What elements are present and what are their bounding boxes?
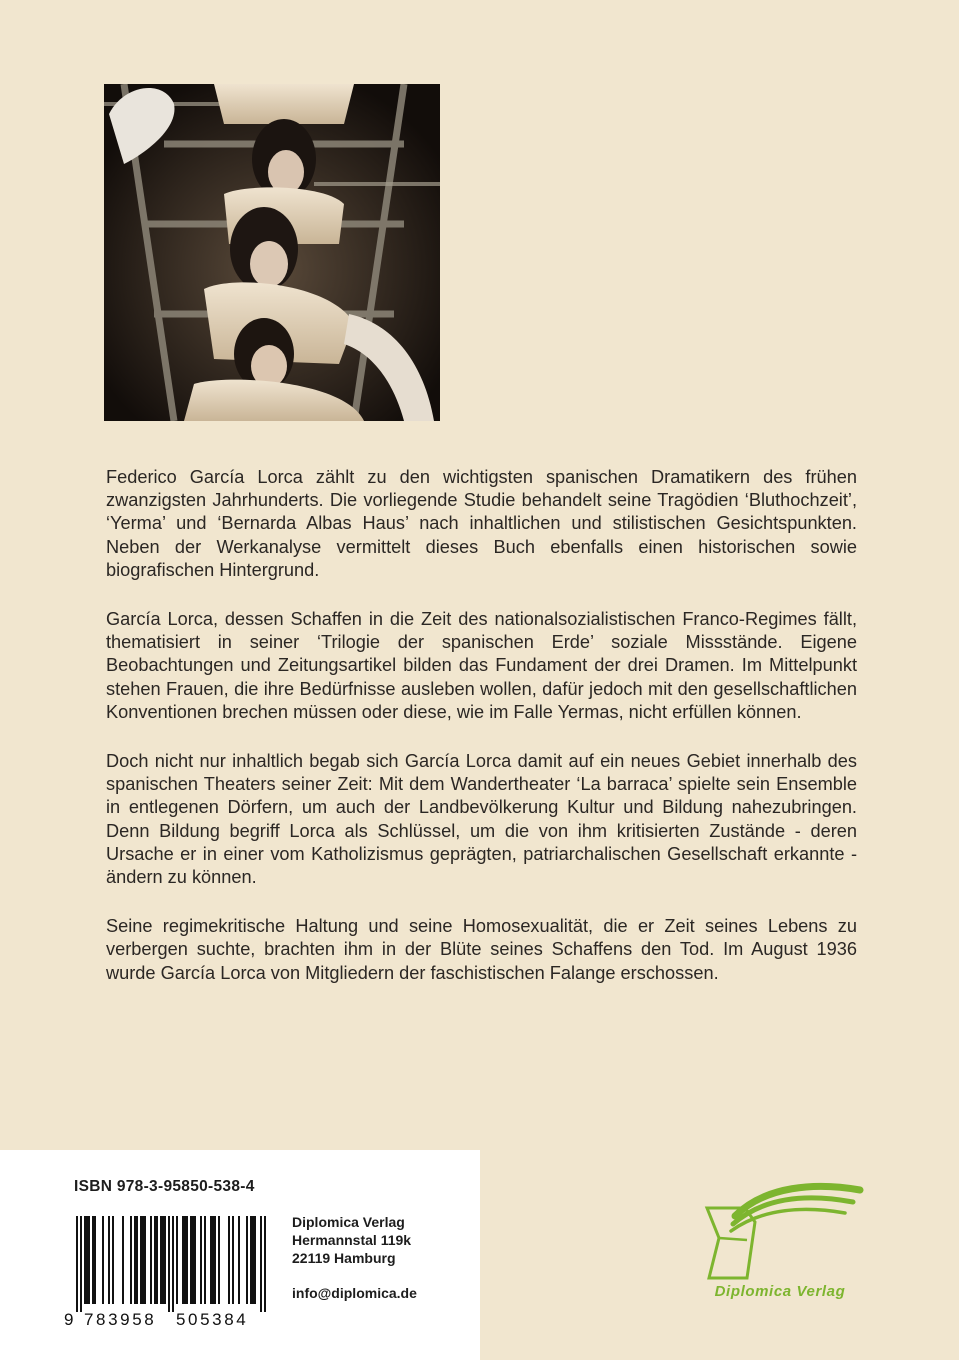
barcode-bar [150,1216,152,1304]
barcode-bar [140,1216,142,1304]
barcode-bar [194,1216,196,1304]
barcode-bar [252,1216,254,1304]
blurb-paragraph: Doch nicht nur inhaltlich begab sich García Lorca damit auf ein neues Gebiet innerhalb des spanischen Theaters seiner Zeit: Mit dem Wandertheater ‘La barraca’ spielte sein Ensemble in entlegenen Dörfern, um auch der Landbevölkerung Kultur und Bildung nahezubringen. Denn Bildung begriff Lorca als Schlüssel, um die von ihm kritisierten Zustände - deren Ursache er in einer vom Katholizismus geprägten, patriarchalischen Gesellschaft erkannte - ändern zu können. [106,751,857,888]
barcode-bar [172,1216,174,1312]
barcode-bar [200,1216,202,1304]
publisher-logo [695,1178,865,1308]
address-line: 22119 Hamburg [292,1250,396,1266]
barcode-bar [190,1216,192,1304]
barcode-bar [176,1216,178,1304]
barcode-bar [130,1216,132,1304]
blurb-paragraph: García Lorca, dessen Schaffen in die Zeit des nationalsozialistischen Franco-Regimes fällt, thematisiert in seiner ‘Trilogie der spanischen Erde’ soziale Missstände. Eigene Beobachtungen und Zeitungsartikel bilden das Fundament der drei Dramen. Im Mittelpunkt stehen Frauen, die ihre Bedürfnisse ausleben wollen, dafür jedoch mit den gesellschaftlichen Konventionen brechen müssen oder diese, wie im Falle Yermas, nicht erfüllen können. [106,609,857,722]
barcode-panel [0,1150,480,1360]
barcode-bar [160,1216,162,1304]
barcode-bar [218,1216,220,1304]
barcode-bar [144,1216,146,1304]
barcode-bar [156,1216,158,1304]
blurb-paragraph: Seine regimekritische Haltung und seine Homosexualität, die er Zeit seines Lebens zu verbergen suchte, brachten ihm in der Blüte seines Schaffens den Tod. Im August 1936 wurde García Lorca von Mitgliedern der faschistischen Falange erschossen. [106,916,857,983]
cover-photo [104,84,440,421]
barcode-bar [80,1216,82,1312]
barcode-bar [214,1216,216,1304]
book-pages-icon [695,1178,865,1283]
barcode-bar [186,1216,188,1304]
barcode-bar [94,1216,96,1304]
blurb-paragraph: Federico García Lorca zählt zu den wichtigsten spanischen Dramatikern des frühen zwanzigsten Jahrhunderts. Die vorliegende Studie behandelt seine Tragödien ‘Bluthochzeit’, ‘Yerma’ und ‘Bernarda Albas Haus’ nach inhaltlichen und stilistischen Gesichtspunkten. Neben der Werkanalyse vermittelt dieses Buch ebenfalls einen historischen sowie biografischen Hintergrund. [106,467,857,580]
barcode-bar [108,1216,110,1304]
blurb [106,466,857,1011]
barcode-bar [112,1216,114,1304]
barcode-bar [210,1216,212,1304]
barcode-bar [92,1216,94,1304]
barcode-digits: 9 [64,1310,77,1329]
barcode-bar [238,1216,240,1304]
barcode-digits: 783958 [84,1310,157,1329]
barcode-bar [84,1216,86,1304]
isbn-label: ISBN 978-3-95850-538-4 [74,1178,255,1195]
address-line: Diplomica Verlag [292,1214,405,1230]
barcode-bar [250,1216,252,1304]
barcode-bar [142,1216,144,1304]
barcode-bar [246,1216,248,1304]
barcode-bar [228,1216,230,1304]
barcode-bar [192,1216,194,1304]
barcode-bar [254,1216,256,1304]
barcode-bar [260,1216,262,1312]
barcode-bar [88,1216,90,1304]
barcode-icon [62,1212,268,1332]
address-line: Hermannstal 119k [292,1232,412,1248]
barcode-bar [212,1216,214,1304]
barcode-bar [264,1216,266,1312]
barcode-bar [232,1216,234,1304]
barcode-bar [204,1216,206,1304]
barcode-bar [154,1216,156,1304]
publisher-email: info@diplomica.de [292,1285,417,1301]
barcode-bar [86,1216,88,1304]
barcode-bar [162,1216,164,1304]
barcode-bar [76,1216,78,1312]
barcode-bar [122,1216,124,1304]
barcode-bar [102,1216,104,1304]
barcode-bar [164,1216,166,1304]
publisher-address [292,1213,411,1267]
barcode-bar [184,1216,186,1304]
barcode-bar [168,1216,170,1312]
barcode-digits: 505384 [176,1310,249,1329]
barcode-bar [182,1216,184,1304]
publisher-logo-name: Diplomica Verlag [714,1283,846,1300]
theater-photo-icon [104,84,440,421]
barcode-bar [136,1216,138,1304]
barcode-bar [134,1216,136,1304]
